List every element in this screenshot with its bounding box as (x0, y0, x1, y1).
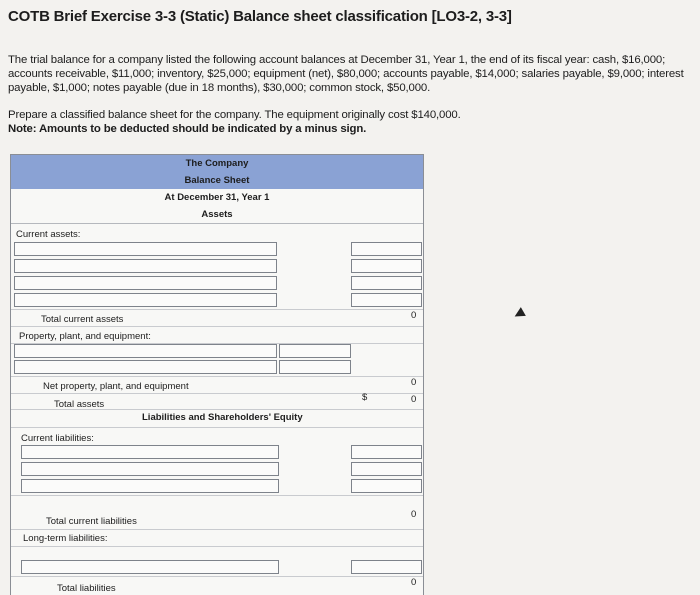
ppe-name-1[interactable] (14, 344, 277, 358)
ppe-amount-2[interactable] (279, 360, 351, 374)
total-assets-label: Total assets (54, 399, 105, 410)
total-liabilities-label: Total liabilities (57, 583, 116, 594)
mouse-cursor-icon (512, 307, 526, 321)
current-liability-amount-1[interactable] (351, 445, 422, 459)
current-liability-name-1[interactable] (21, 445, 279, 459)
current-asset-name-2[interactable] (14, 259, 277, 273)
current-liability-amount-2[interactable] (351, 462, 422, 476)
current-liabilities-label: Current liabilities: (21, 433, 94, 444)
ppe-amount-1[interactable] (279, 344, 351, 358)
long-term-liabilities-label: Long-term liabilities: (23, 533, 108, 544)
long-term-liability-amount-1[interactable] (351, 560, 422, 574)
instruction-text (8, 108, 698, 136)
total-current-assets-value: 0 (411, 310, 417, 321)
current-liability-name-3[interactable] (21, 479, 279, 493)
net-ppe-label: Net property, plant, and equipment (43, 381, 189, 392)
total-current-liabilities-value: 0 (411, 509, 417, 520)
total-liabilities-value: 0 (411, 577, 417, 588)
current-asset-amount-4[interactable] (351, 293, 422, 307)
net-ppe-value: 0 (411, 377, 417, 388)
statement-name: Balance Sheet (11, 172, 423, 190)
current-asset-name-1[interactable] (14, 242, 277, 256)
balance-sheet-form (10, 154, 424, 595)
instruction: Prepare a classified balance sheet for the company. The equipment originally cost $140,000. (8, 109, 461, 121)
total-current-liabilities-label: Total current liabilities (46, 516, 137, 527)
problem-text: The trial balance for a company listed the following account balances at December 31, Year 1, the end of its fiscal year: cash, $16,000; accounts receivable, $11,000; inventory, $25,000; equipment (net), $80,000; accounts payable, $14,000; salaries payable, $9,000; interest payable, $1,000; notes payable (due in 18 months), $30,000; common stock, $50,000. (8, 54, 684, 94)
current-liability-amount-3[interactable] (351, 479, 422, 493)
current-asset-amount-2[interactable] (351, 259, 422, 273)
assets-header: Assets (11, 206, 423, 224)
page-title: COTB Brief Exercise 3-3 (Static) Balance sheet classification [LO3-2, 3-3] (8, 8, 512, 25)
company-name: The Company (11, 155, 423, 173)
current-asset-name-4[interactable] (14, 293, 277, 307)
total-current-assets-label: Total current assets (41, 314, 124, 325)
ppe-label: Property, plant, and equipment: (19, 331, 151, 342)
total-assets-value: 0 (411, 394, 417, 405)
liabilities-equity-header: Liabilities and Shareholders' Equity (142, 412, 303, 423)
total-assets-dollar: $ (362, 392, 368, 403)
current-asset-name-3[interactable] (14, 276, 277, 290)
current-assets-label: Current assets: (16, 229, 81, 240)
ppe-name-2[interactable] (14, 360, 277, 374)
current-asset-amount-3[interactable] (351, 276, 422, 290)
statement-date: At December 31, Year 1 (11, 189, 423, 207)
note: Note: Amounts to be deducted should be indicated by a minus sign. (8, 123, 367, 135)
long-term-liability-name-1[interactable] (21, 560, 279, 574)
current-asset-amount-1[interactable] (351, 242, 422, 256)
current-liability-name-2[interactable] (21, 462, 279, 476)
